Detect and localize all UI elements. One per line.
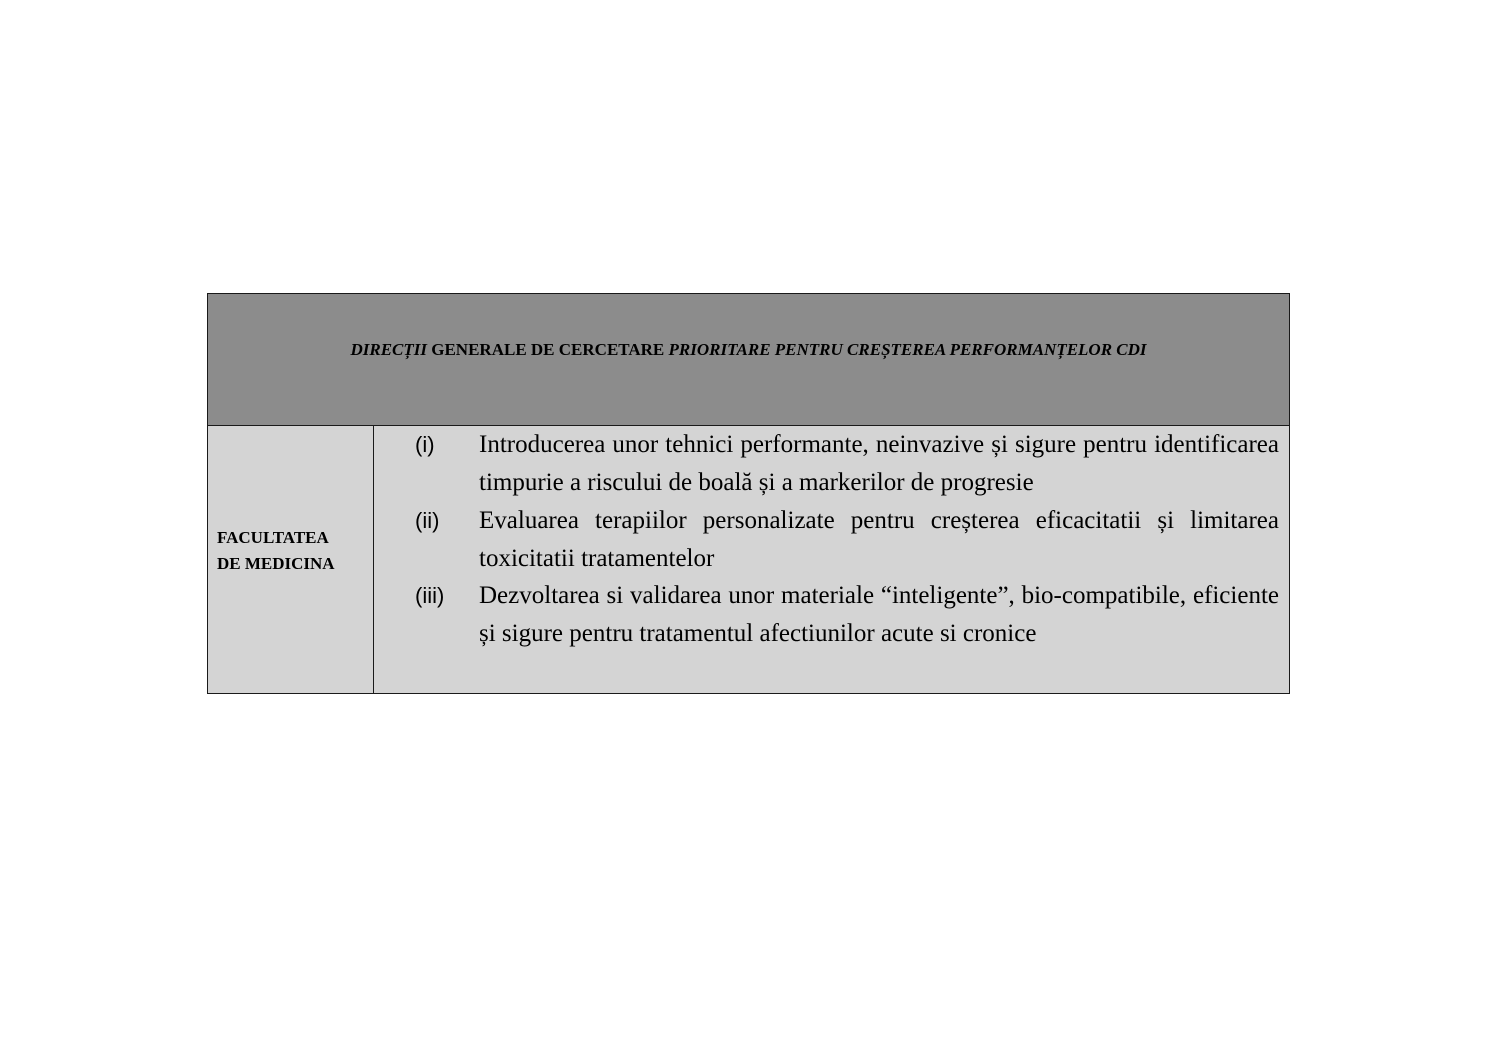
faculty-name-line-2: DE MEDICINA: [217, 554, 335, 573]
table-body-row: [208, 426, 1289, 693]
header-italic-part-1: DIRECȚII: [350, 340, 427, 359]
priority-number-1: (i): [415, 432, 435, 457]
table-header-title: [208, 340, 1289, 360]
priority-text-2: Evaluarea terapiilor personalizate pentru creșterea eficacitatii și limitarea toxicitatii tratamentelor: [479, 507, 1279, 572]
priority-text-3: Dezvoltarea si validarea unor materiale “inteligente”, bio-compatibile, eficiente și sigure pentru tratamentul afectiunilor acute si cronice: [479, 582, 1279, 647]
priority-number-3: (iii): [415, 583, 445, 608]
faculty-cell: [208, 426, 374, 693]
priority-text-1: Introducerea unor tehnici performante, neinvazive și sigure pentru identificarea timpurie a riscului de boală și a markerilor de progresie: [479, 431, 1279, 496]
faculty-name: [217, 525, 367, 577]
header-regular-part: GENERALE DE CERCETARE: [427, 340, 669, 359]
research-directions-table: [207, 293, 1290, 694]
priorities-cell: [374, 426, 1289, 693]
priority-number-2: (ii): [415, 508, 440, 533]
table-header-row: [208, 294, 1289, 426]
faculty-name-line-1: FACULTATEA: [217, 528, 329, 547]
header-italic-part-2: PRIORITARE PENTRU CREȘTEREA PERFORMANȚELOR CDI: [668, 340, 1147, 359]
